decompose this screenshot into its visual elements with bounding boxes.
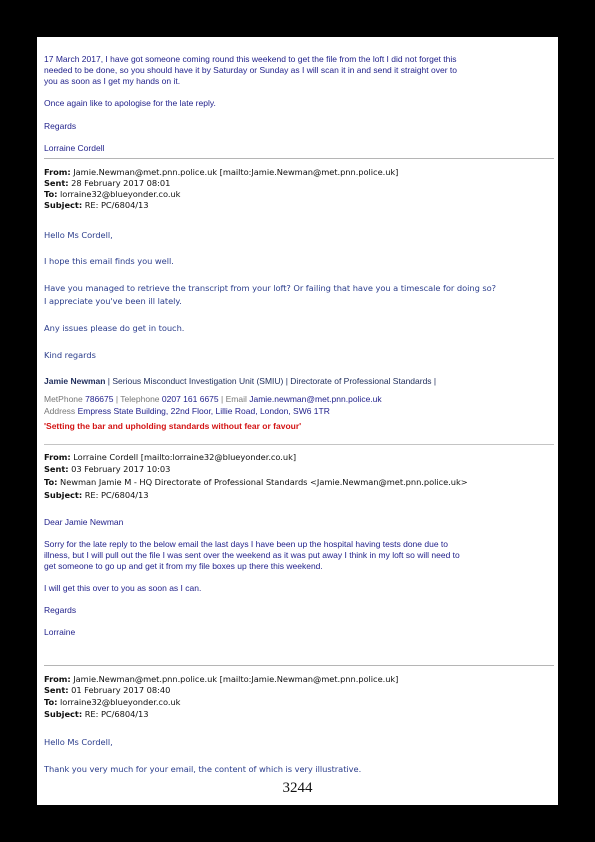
email1-greeting: Hello Ms Cordell, — [44, 230, 113, 240]
separator-3 — [44, 665, 554, 666]
reply-apology: Once again like to apologise for the late reply. — [44, 98, 216, 108]
email1-closing: Kind regards — [44, 350, 96, 360]
email3-p1: Thank you very much for your email, the content of which is very illustrative. — [44, 764, 362, 774]
signature-line: Jamie Newman | Serious Misconduct Investigation Unit (SMIU) | Directorate of Professional Standards | — [44, 376, 437, 386]
separator-2 — [44, 444, 554, 445]
email1-p1: I hope this email finds you well. — [44, 256, 174, 266]
email1-to: To: lorraine32@blueyonder.co.uk — [44, 189, 181, 199]
reply-line-2: needed to be done, so you should have it by Saturday or Sunday as I will scan it in and send it straight over to — [44, 65, 457, 75]
reply-line-1: 17 March 2017, I have got someone coming round this weekend to get the file from the loft I did not forget this — [44, 54, 457, 64]
email2-p1-line3: get someone to go up and get it from my file boxes up there this weekend. — [44, 561, 323, 571]
email2-to: To: Newman Jamie M - HQ Directorate of Professional Standards <Jamie.Newman@met.pnn.police.uk> — [44, 477, 468, 487]
document-page — [37, 37, 558, 805]
email3-sent: Sent: 01 February 2017 08:40 — [44, 685, 171, 695]
email2-sender-name: Lorraine — [44, 627, 76, 637]
signature-address: Address Empress State Building, 22nd Floor, Lillie Road, London, SW6 1TR — [44, 406, 330, 416]
separator-1 — [44, 158, 554, 159]
email2-sent: Sent: 03 February 2017 10:03 — [44, 464, 171, 474]
reply-line-3: you as soon as I get my hands on it. — [44, 76, 181, 86]
page-number: 3244 — [282, 780, 313, 796]
email1-subject: Subject: RE: PC/6804/13 — [44, 200, 149, 210]
signature-contact: MetPhone 786675 | Telephone 0207 161 6675 | Email Jamie.newman@met.pnn.police.uk — [44, 394, 382, 404]
email2-p2: I will get this over to you as soon as I can. — [44, 583, 202, 593]
reply-regards: Regards — [44, 121, 77, 131]
email3-greeting: Hello Ms Cordell, — [44, 737, 113, 747]
email3-subject: Subject: RE: PC/6804/13 — [44, 709, 149, 719]
email2-p1-line1: Sorry for the late reply to the below email the last days I have been up the hospital having tests done due to — [44, 539, 448, 549]
email2-subject: Subject: RE: PC/6804/13 — [44, 490, 149, 500]
email2-from: From: Lorraine Cordell [mailto:lorraine32@blueyonder.co.uk] — [44, 452, 297, 462]
email2-p1-line2: illness, but I will pull out the file I was sent over the weekend as it was put away I think in my loft so will need to — [44, 550, 460, 560]
email1-p3: Any issues please do get in touch. — [44, 323, 185, 333]
email3-from: From: Jamie.Newman@met.pnn.police.uk [mailto:Jamie.Newman@met.pnn.police.uk] — [44, 674, 399, 684]
email3-to: To: lorraine32@blueyonder.co.uk — [44, 697, 181, 707]
signature-name: Jamie Newman — [44, 376, 106, 386]
email2-greeting: Dear Jamie Newman — [44, 517, 124, 527]
signature-motto: 'Setting the bar and upholding standards without fear or favour' — [44, 421, 302, 431]
email1-from: From: Jamie.Newman@met.pnn.police.uk [mailto:Jamie.Newman@met.pnn.police.uk] — [44, 167, 399, 177]
email1-sent: Sent: 28 February 2017 08:01 — [44, 178, 171, 188]
email1-p2-line2: I appreciate you've been ill lately. — [44, 296, 182, 306]
reply-sender-name: Lorraine Cordell — [44, 143, 105, 153]
signature-email-link[interactable]: Jamie.newman@met.pnn.police.uk — [249, 394, 382, 404]
email2-regards: Regards — [44, 605, 77, 615]
email1-p2-line1: Have you managed to retrieve the transcript from your loft? Or failing that have you a timescale for doing so? — [44, 283, 497, 293]
